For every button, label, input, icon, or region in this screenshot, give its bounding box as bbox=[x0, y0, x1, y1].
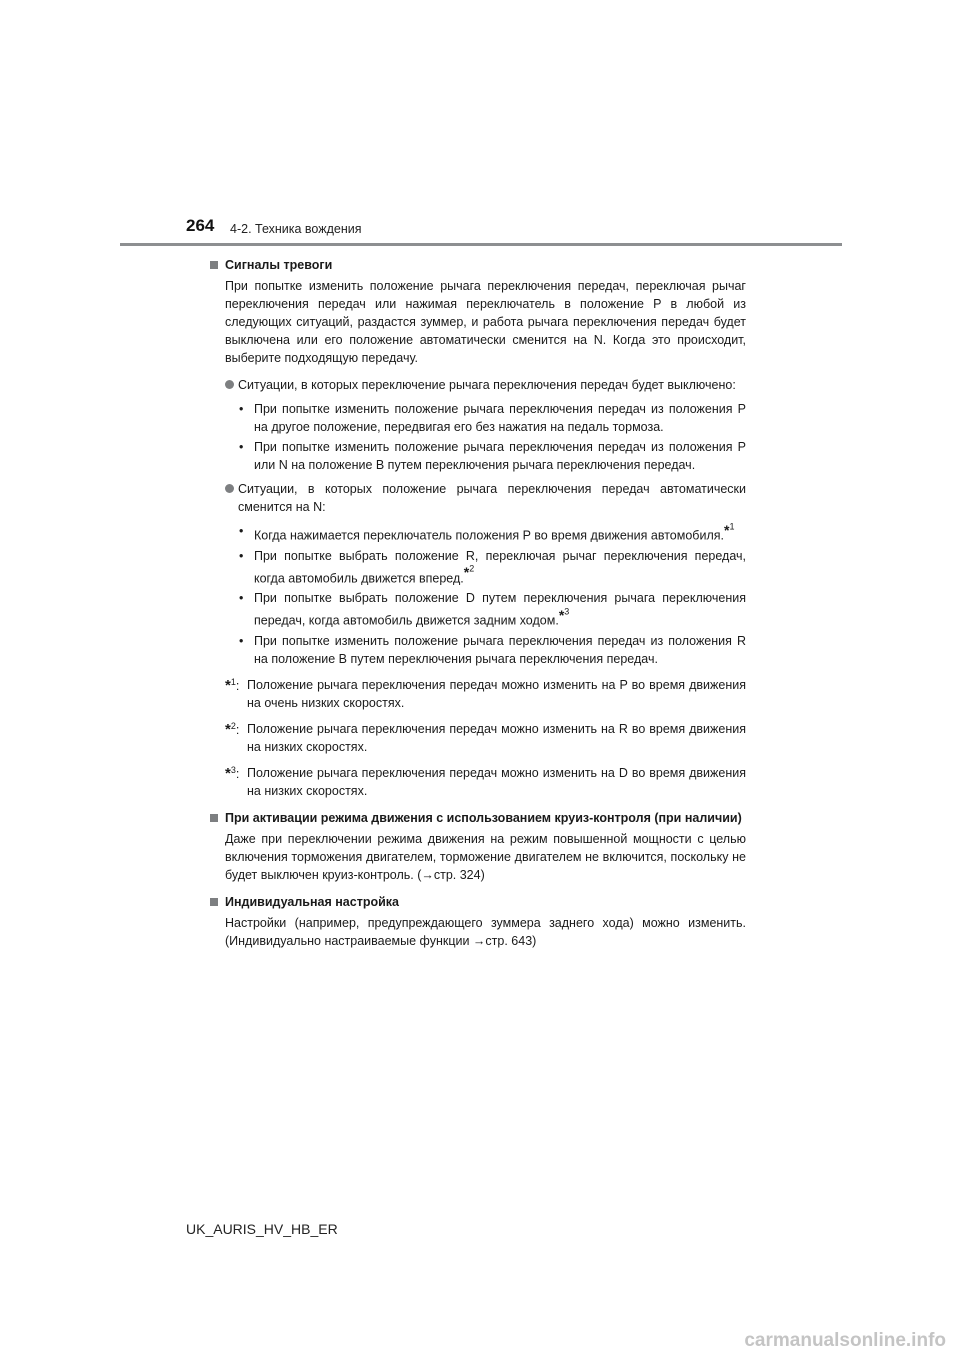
footnote-marker: *$^2$: bbox=[225, 720, 240, 739]
circle-bullet-icon bbox=[225, 484, 234, 493]
section-body: При попытке изменить положение рычага переключения передач, переключая рычаг переключения передач или нажимая переключатель в положение P в любой из следующих ситуаций, раздастся зуммер, и работа рычага переключения передач будет выключена или его положение автоматически сменится на N. Когда это происходит, выберите подходящую передачу. bbox=[225, 279, 746, 365]
document-code: UK_AURIS_HV_HB_ER bbox=[186, 1221, 338, 1237]
square-bullet-icon bbox=[210, 261, 218, 269]
circle-bullet-icon bbox=[225, 380, 234, 389]
header-divider bbox=[120, 243, 842, 246]
bullet-icon: • bbox=[239, 402, 244, 416]
square-bullet-icon bbox=[210, 898, 218, 906]
footnote-ref: *$^3$ bbox=[558, 606, 570, 623]
bullet-icon: • bbox=[239, 548, 244, 563]
list-item: • При попытке изменить положение рычага переключения передач из положения R на положение B путем переключения рычага переключения передач. bbox=[239, 633, 746, 666]
footnote: *$^1$: Положение рычага переключения передач можно изменить на P во время движения на очень низких скоростях. bbox=[210, 676, 746, 712]
square-bullet-icon bbox=[210, 814, 218, 822]
page-number: 264 bbox=[186, 216, 215, 235]
bullet-icon: • bbox=[239, 591, 244, 606]
list-item: • При попытке изменить положение рычага переключения передач из положения P или N на положение B путем переключения рычага переключения передач. bbox=[239, 440, 746, 472]
bullet-icon: • bbox=[239, 633, 244, 648]
list-item: • При попытке выбрать положение R, переключая рычаг переключения передач, когда автомобиль движется вперед.*$^2$ bbox=[239, 548, 746, 586]
chapter-title: 4-2. Техника вождения bbox=[230, 222, 362, 236]
bullet-icon: • bbox=[239, 440, 244, 454]
footnote: *$^3$: Положение рычага переключения передач можно изменить на D во время движения на низких скоростях. bbox=[210, 764, 746, 800]
list-item: Ситуации, в которых положение рычага переключения передач автоматически сменится на N: bbox=[210, 480, 746, 516]
footnote-ref: *$^1$ bbox=[723, 521, 735, 538]
page-content bbox=[210, 256, 746, 959]
section-title: Сигналы тревоги bbox=[210, 256, 746, 274]
page-header bbox=[0, 0, 960, 250]
list-item: Ситуации, в которых переключение рычага переключения передач будет выключено: bbox=[210, 376, 746, 394]
section-body: Настройки (например, предупреждающего зуммера заднего хода) можно изменить. (Индивидуально настраиваемые функции →стр. 643) bbox=[225, 915, 746, 948]
list-item: • При попытке изменить положение рычага переключения передач из положения P на другое положение, передвигая его без нажатия на педаль тормоза. bbox=[239, 402, 746, 434]
section-title: При активации режима движения с использованием круиз-контроля (при наличии) bbox=[210, 809, 746, 827]
watermark: carmanualsonline.info bbox=[744, 1330, 946, 1351]
footnote-marker: *$^1$: bbox=[225, 676, 240, 695]
section-body: Даже при переключении режима движения на режим повышенной мощности с целью включения торможения двигателем, торможение двигателем не включится, поскольку не будет выключен круиз-контроль. (→стр. 324) bbox=[225, 831, 746, 882]
list-item: • При попытке выбрать положение D путем переключения рычага переключения передач, когда автомобиль движется задним ходом.*$^3$ bbox=[239, 591, 746, 628]
footnote-ref: *$^2$ bbox=[463, 563, 475, 581]
footnote: *$^2$: Положение рычага переключения передач можно изменить на R во время движения на низких скоростях. bbox=[210, 720, 746, 756]
list-item: • Когда нажимается переключатель положения P во время движения автомобиля.*$^1$ bbox=[239, 521, 735, 543]
footnote-marker: *$^3$: bbox=[225, 764, 240, 783]
section-title: Индивидуальная настройка bbox=[210, 893, 746, 911]
bullet-icon: • bbox=[239, 524, 244, 538]
